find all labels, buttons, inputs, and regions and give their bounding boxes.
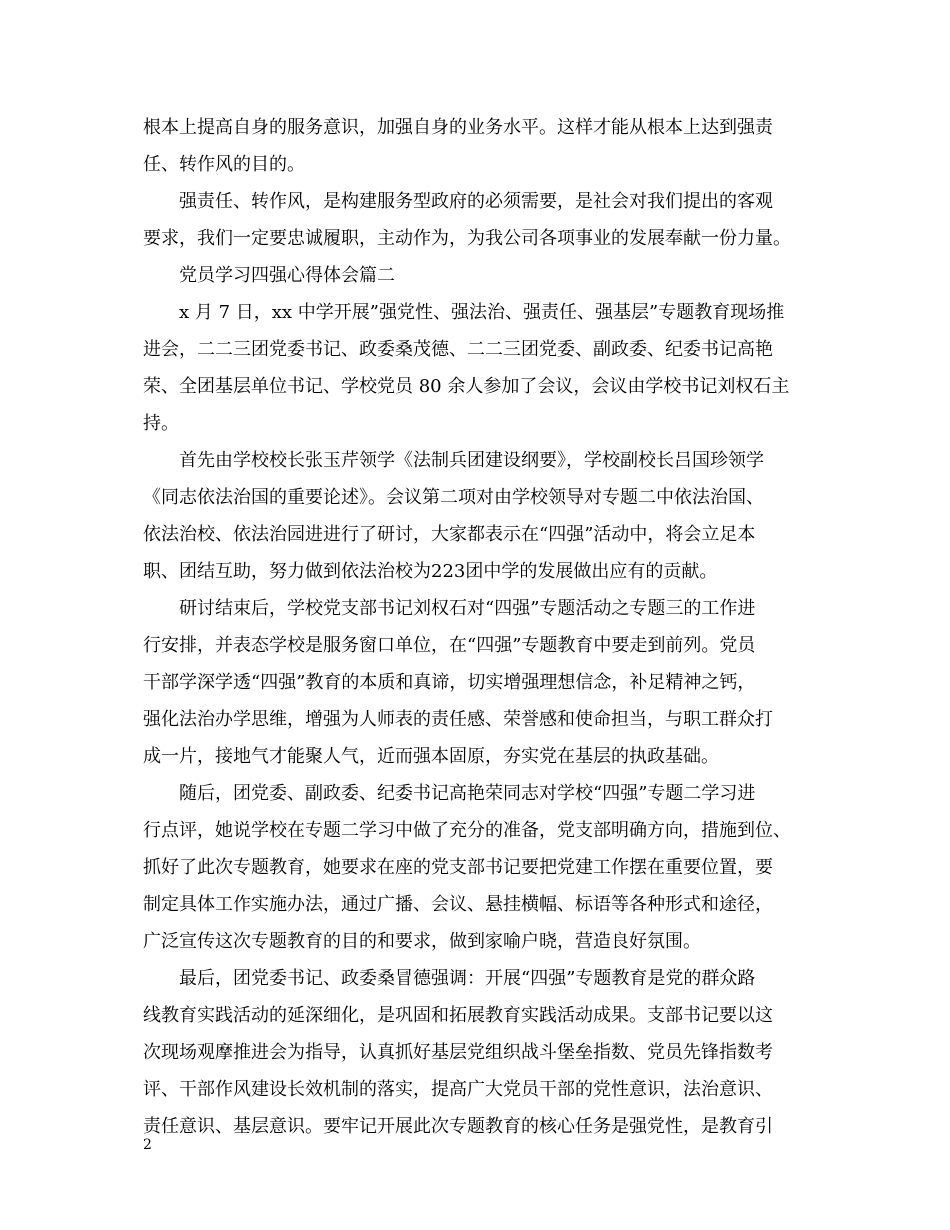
text-line: 任、转作风的目的。	[143, 154, 305, 175]
text-line: 首先由学校校长张玉芹领学《法制兵团建设纲要》，学校副校长吕国珍领学	[179, 450, 764, 471]
text-line: 干部学深学透“四强”教育的本质和真谛，切实增强理想信念，补足精神之钙，	[143, 672, 756, 693]
text-line: 抓好了此次专题教育，她要求在座的党支部书记要把党建工作摆在重要位置，要	[143, 857, 773, 878]
text-line: 评、干部作风建设长效机制的落实，提高广大党员干部的党性意识，法治意识、	[143, 1079, 773, 1100]
text-line: 随后，团党委、副政委、纪委书记高艳荣同志对学校“四强”专题二学习进	[179, 783, 756, 804]
text-line: 最后，团党委书记、政委桑冒德强调：开展“四强”专题教育是党的群众路	[179, 968, 756, 989]
text-line: 职、团结互助，努力做到依法治校为223团中学的发展做出应有的贡献。	[143, 561, 718, 582]
text-line: 要求，我们一定要忠诚履职，主动作为，为我公司各项事业的发展奉献一份力量。	[143, 228, 791, 249]
text-line: 责任意识、基层意识。要牢记开展此次专题教育的核心任务是强党性，是教育引	[143, 1116, 773, 1137]
text-line: 广泛宣传这次专题教育的目的和要求，做到家喻户晓，营造良好氛围。	[143, 931, 701, 952]
text-line: 线教育实践活动的延深细化，是巩固和拓展教育实践活动成果。支部书记要以这	[143, 1005, 773, 1026]
body-text	[143, 109, 823, 1145]
text-line: 次现场观摩推进会为指导，认真抓好基层党组织战斗堡垒指数、党员先锋指数考	[143, 1042, 773, 1063]
text-line: 持。	[143, 413, 179, 434]
text-line: 党员学习四强心得体会篇二	[179, 265, 395, 286]
text-line: 强责任、转作风，是构建服务型政府的必须需要，是社会对我们提出的客观	[179, 191, 773, 212]
text-line: 根本上提高自身的服务意识，加强自身的业务水平。这样才能从根本上达到强责	[143, 117, 773, 138]
text-line: 进会，二二三团党委书记、政委桑茂德、二二三团党委、副政委、纪委书记高艳	[143, 339, 773, 360]
text-line: 《同志依法治国的重要论述》。会议第二项对由学校领导对专题二中依法治国、	[143, 487, 764, 508]
page-number: 2	[143, 1137, 152, 1153]
text-line: 荣、全团基层单位书记、学校党员 80 余人参加了会议，会议由学校书记刘权石主	[143, 376, 790, 397]
text-line: 行安排，并表态学校是服务窗口单位，在“四强”专题教育中要走到前列。党员	[143, 635, 756, 656]
text-line: x 月 7 日，xx 中学开展”强党性、强法治、强责任、强基层”专题教育现场推	[179, 302, 785, 323]
text-line: 依法治校、依法治园进进行了研讨，大家都表示在“四强”活动中，将会立足本	[143, 524, 756, 545]
text-line: 制定具体工作实施办法，通过广播、会议、悬挂横幅、标语等各种形式和途径，	[143, 894, 773, 915]
text-line: 研讨结束后，学校党支部书记刘权石对“四强”专题活动之专题三的工作进	[179, 598, 756, 619]
text-line: 成一片，接地气才能聚人气，近而强本固原，夯实党在基层的执政基础。	[143, 746, 719, 767]
text-line: 强化法治办学思维，增强为人师表的责任感、荣誉感和使命担当，与职工群众打	[143, 709, 773, 730]
text-line: 行点评，她说学校在专题二学习中做了充分的准备，党支部明确方向，措施到位、	[143, 820, 791, 841]
